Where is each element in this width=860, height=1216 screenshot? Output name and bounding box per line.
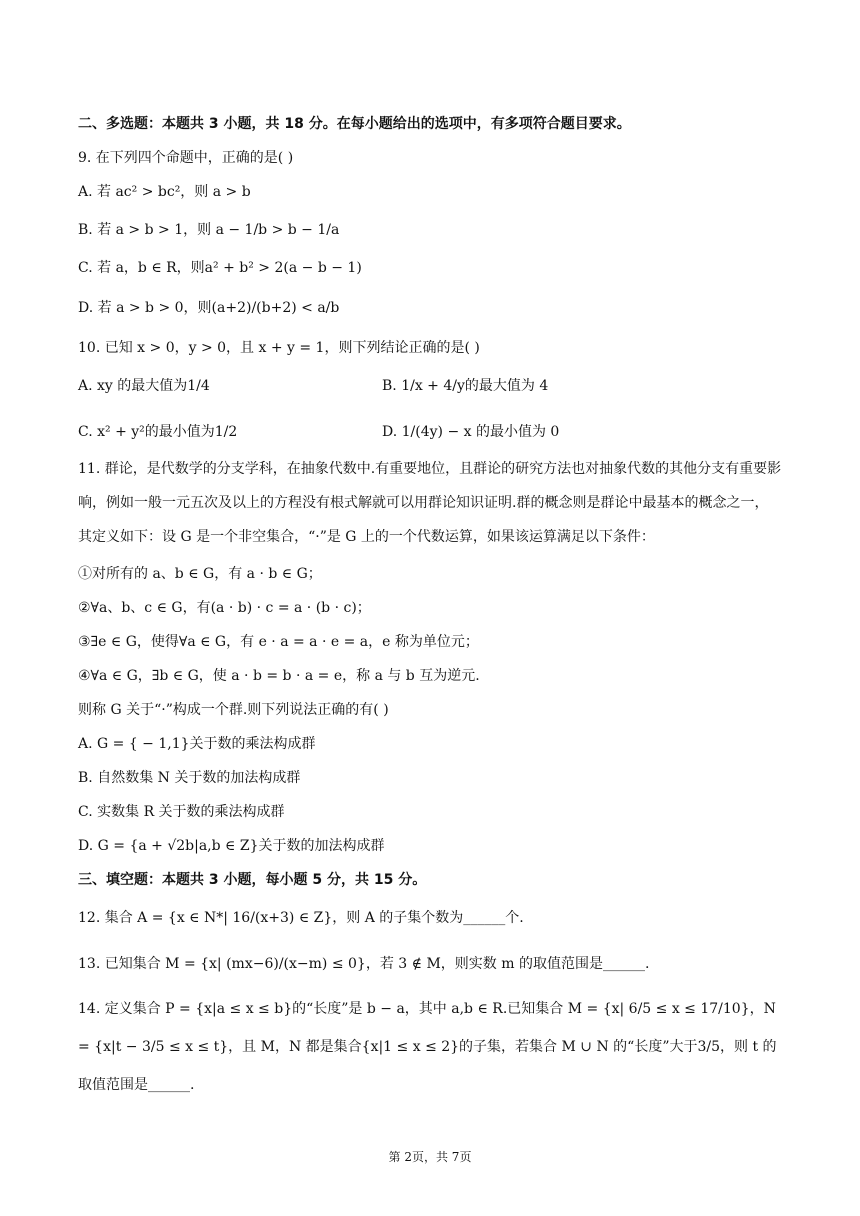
question-11-option-b: B. 自然数集 N 关于数的加法构成群 — [78, 770, 301, 786]
question-10-stem: 10. 已知 x > 0，y > 0，且 x + y = 1，则下列结论正确的是( ) — [78, 340, 480, 356]
question-10-option-d: D. 1/(4y) − x 的最小值为 0 — [382, 424, 560, 440]
question-11-option-d: D. G = {a + √2b|a,b ∈ Z}关于数的加法构成群 — [78, 838, 385, 854]
question-11-paragraph: 11. 群论，是代数学的分支学科，在抽象代数中.有重要地位，且群论的研究方法也对抽象代数的其他分支有重要影响，例如一般一元五次及以上的方程没有根式解就可以用群论知识证明.群的概念则是群论中最基本的概念之一，其定义如下：设 G 是一个非空集合，“·”是 G 上的一个代数运算，如果该运算满足以下条件： — [78, 461, 782, 545]
question-11-option-a: A. G = { − 1,1}关于数的乘法构成群 — [78, 736, 316, 752]
question-10-option-a: A. xy 的最大值为1/4 — [78, 378, 210, 394]
question-11-condition-3: ③∃e ∈ G，使得∀a ∈ G，有 e · a = a · e = a，e 称为单位元； — [78, 634, 479, 650]
question-9-option-b: B. 若 a > b > 1，则 a − 1/b > b − 1/a — [78, 222, 340, 238]
question-12: 12. 集合 A = {x ∈ N*| 16/(x+3) ∈ Z}，则 A 的子集个数为______个. — [78, 910, 524, 926]
question-11-stem: 则称 G 关于“·”构成一个群.则下列说法正确的有( ) — [78, 702, 389, 718]
question-10-option-c: C. x² + y²的最小值为1/2 — [78, 424, 238, 440]
question-9-option-a: A. 若 ac² > bc²，则 a > b — [78, 184, 251, 200]
question-11-condition-1: ①对所有的 a、b ∈ G，有 a · b ∈ G； — [78, 566, 322, 582]
section-heading-fill-in: 三、填空题：本题共 3 小题，每小题 5 分，共 15 分。 — [78, 872, 427, 888]
question-14: 14. 定义集合 P = {x|a ≤ x ≤ b}的“长度”是 b − a，其中 a,b ∈ R.已知集合 M = {x| 6/5 ≤ x ≤ 17/10}，N = {x|t − 3/5 ≤ x ≤ t}，且 M，N 都是集合{x|1 ≤ x ≤ 2}的子集，若集合 M ∪ N 的“长度”大于3/5，则 t 的取值范围是______. — [78, 1001, 777, 1093]
question-10-option-b: B. 1/x + 4/y的最大值为 4 — [382, 378, 549, 394]
question-11-condition-4: ④∀a ∈ G，∃b ∈ G，使 a · b = b · a = e，称 a 与 b 互为逆元. — [78, 668, 480, 684]
section-heading-multiple-choice: 二、多选题：本题共 3 小题，共 18 分。在每小题给出的选项中，有多项符合题目要求。 — [78, 116, 631, 132]
question-13: 13. 已知集合 M = {x| (mx−6)/(x−m) ≤ 0}，若 3 ∉ M，则实数 m 的取值范围是______. — [78, 956, 650, 972]
question-9-option-c: C. 若 a，b ∈ R，则a² + b² > 2(a − b − 1) — [78, 260, 362, 276]
question-9-stem: 9. 在下列四个命题中，正确的是( ) — [78, 150, 294, 166]
question-11-condition-2: ②∀a、b、c ∈ G，有(a · b) · c = a · (b · c)； — [78, 600, 371, 616]
question-11-option-c: C. 实数集 R 关于数的乘法构成群 — [78, 804, 285, 820]
question-9-option-d: D. 若 a > b > 0，则(a+2)/(b+2) < a/b — [78, 300, 340, 316]
page-footer: 第 2页，共 7页 — [388, 1150, 472, 1164]
